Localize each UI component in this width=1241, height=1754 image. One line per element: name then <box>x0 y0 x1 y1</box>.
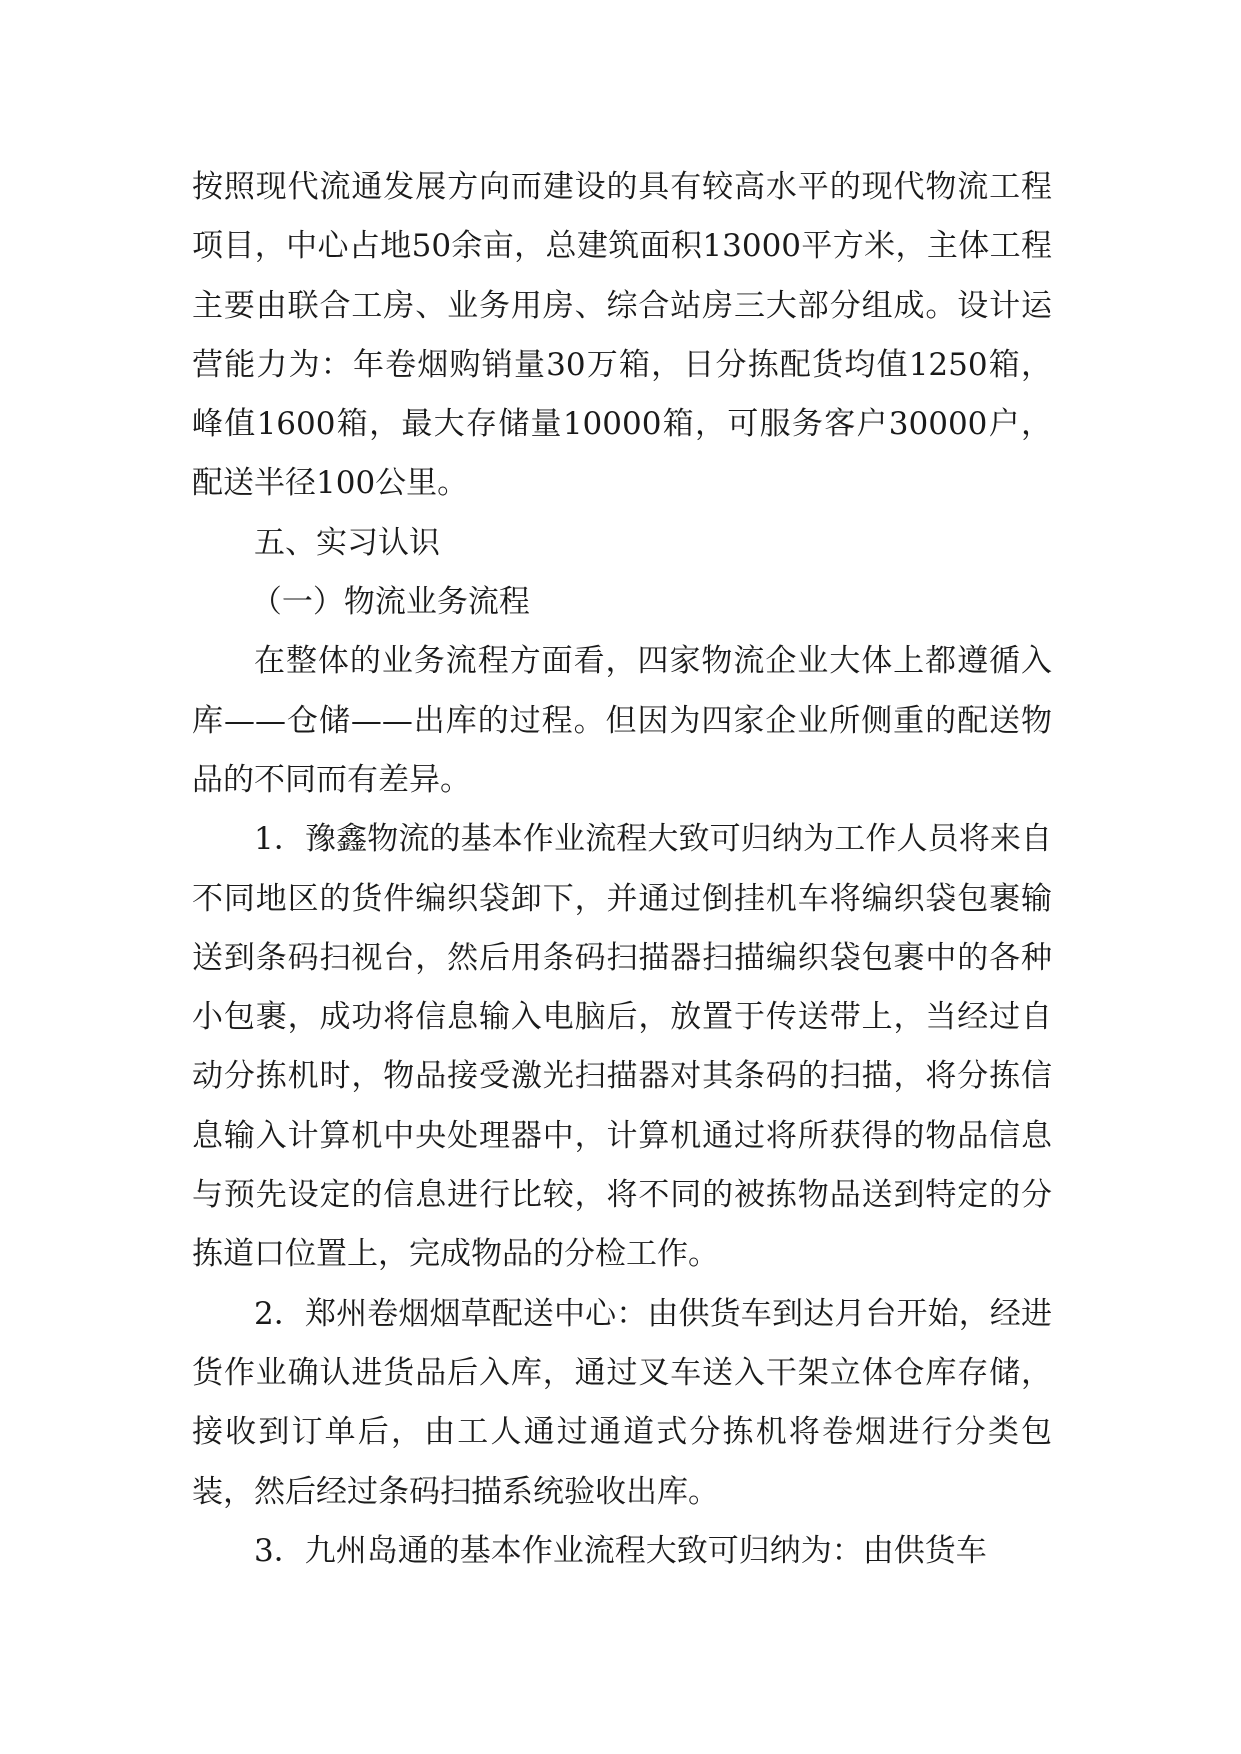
list-item-3: 3．九州岛通的基本作业流程大致可归纳为：由供货车 <box>254 1532 987 1569</box>
paragraph-overview: 在整体的业务流程方面看，四家物流企业大体上都遵循入库——仓储——出库的过程。但因为四家企业所侧重的配送物品的不同而有差异。 <box>192 643 1052 798</box>
document-page <box>192 158 1052 1581</box>
section-heading: 五、实习认识 <box>254 524 440 561</box>
list-item-2: 2．郑州卷烟烟草配送中心：由供货车到达月台开始，经进货作业确认进货品后入库，通过叉车送入干架立体仓库存储，接收到订单后，由工人通过通道式分拣机将卷烟进行分类包装，然后经过条码扫描系统验收出库。 <box>192 1295 1052 1510</box>
list-item-1: 1．豫鑫物流的基本作业流程大致可归纳为工作人员将来自不同地区的货件编织袋卸下，并通过倒挂机车将编织袋包裹输送到条码扫视台，然后用条码扫描器扫描编织袋包裹中的各种小包裹，成功将信息输入电脑后，放置于传送带上，当经过自动分拣机时，物品接受激光扫描器对其条码的扫描，将分拣信息输入计算机中央处理器中，计算机通过将所获得的物品信息与预先设定的信息进行比较，将不同的被拣物品送到特定的分拣道口位置上，完成物品的分检工作。 <box>192 821 1052 1273</box>
paragraph-intro-continued: 按照现代流通发展方向而建设的具有较高水平的现代物流工程项目，中心占地50余亩，总建筑面积13000平方米，主体工程主要由联合工房、业务用房、综合站房三大部分组成。设计运营能力为：年卷烟购销量30万箱，日分拣配货均值1250箱，峰值1600箱，最大存储量10000箱，可服务客户30000户，配送半径100公里。 <box>192 169 1052 502</box>
subsection-heading: （一）物流业务流程 <box>250 584 530 621</box>
